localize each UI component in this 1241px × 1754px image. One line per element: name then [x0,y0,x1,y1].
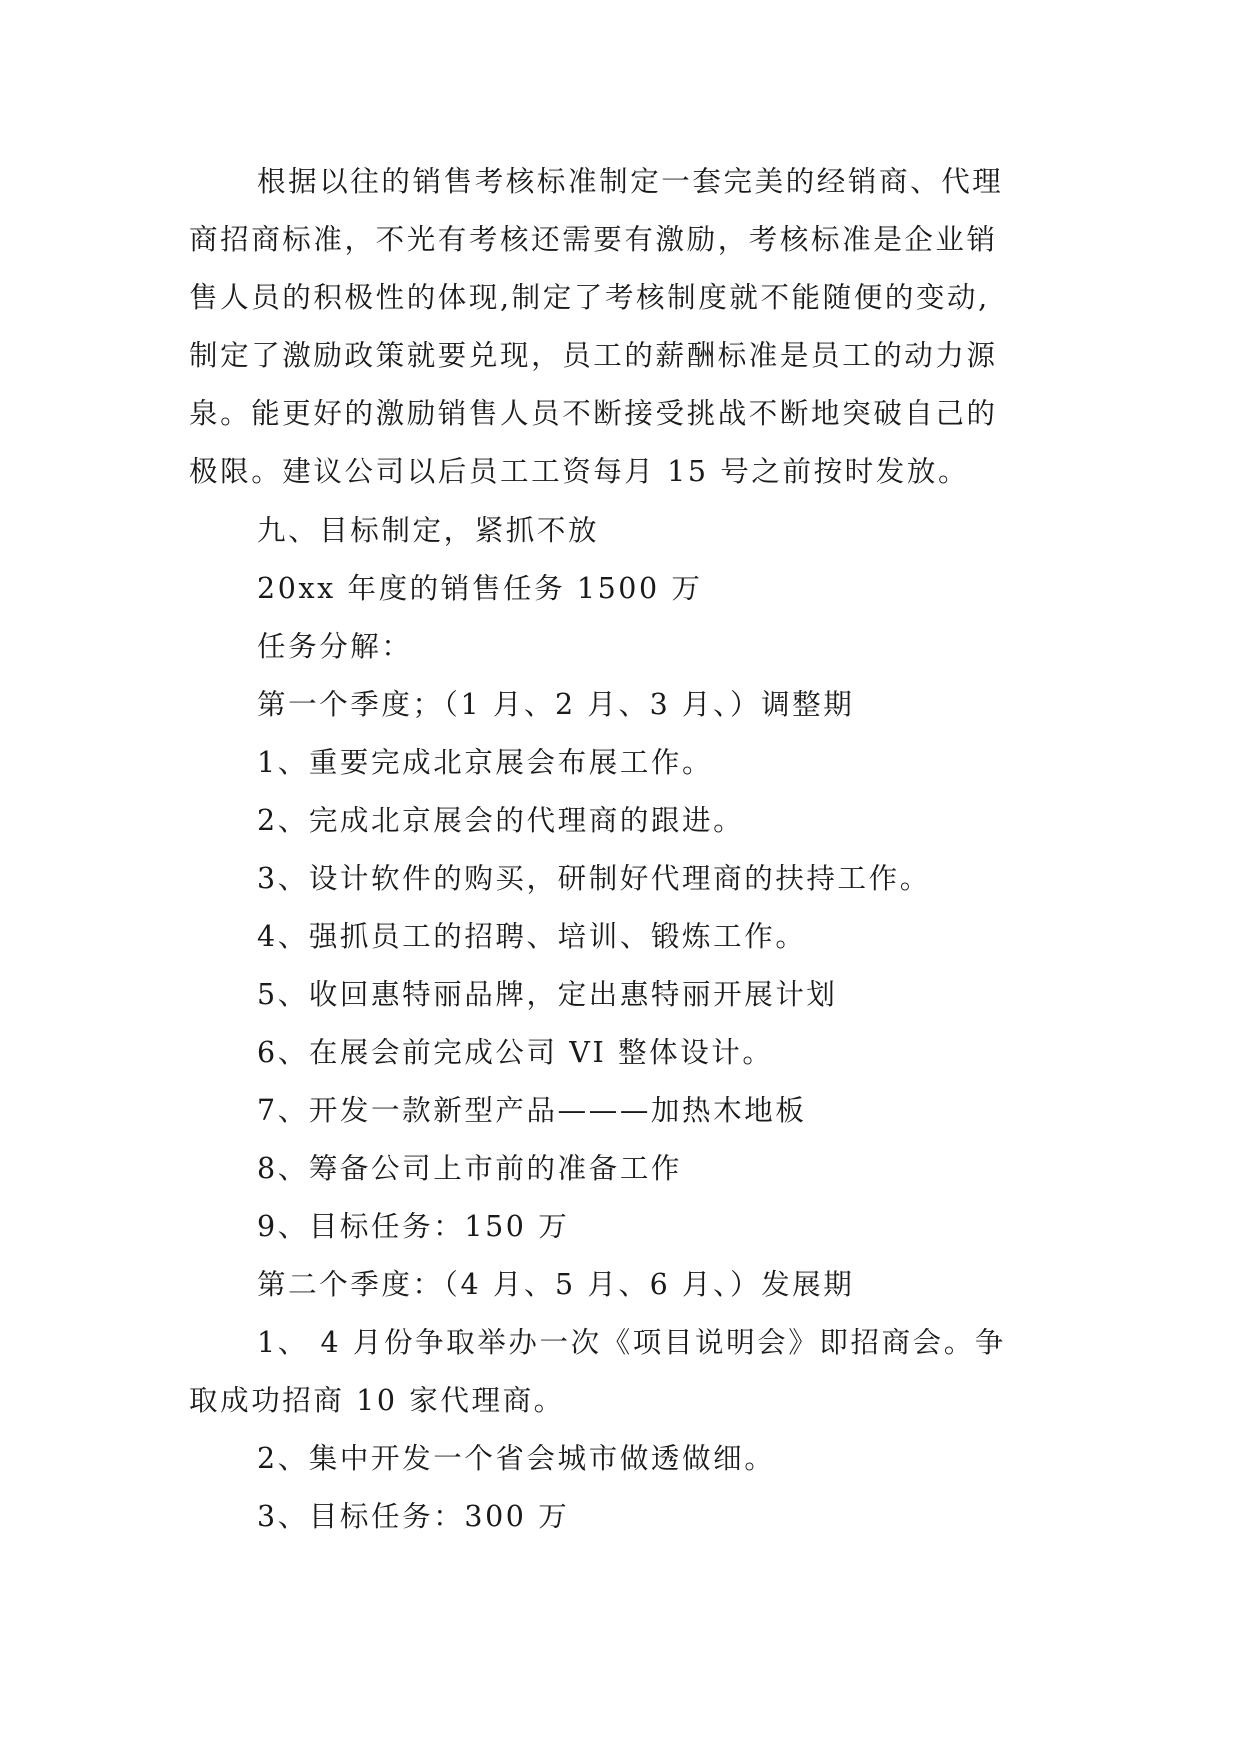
list-item: 9、目标任务：150 万 [257,1210,570,1243]
paragraph-line: 泉。能更好的激励销售人员不断接受挑战不断地突破自己的 [189,397,998,430]
paragraph-line: 极限。建议公司以后员工工资每月 15 号之前按时发放。 [189,455,970,488]
list-item: 3、目标任务：300 万 [257,1500,570,1533]
list-item: 7、开发一款新型产品———加热木地板 [257,1094,807,1127]
list-item: 3、设计软件的购买，研制好代理商的扶持工作。 [257,862,931,895]
paragraph-line: 商招商标准，不光有考核还需要有激励，考核标准是企业销 [189,223,998,256]
list-item-continuation: 取成功招商 10 家代理商。 [189,1384,565,1417]
list-item: 1、 4 月份争取举办一次《项目说明会》即招商会。争 [257,1326,1006,1359]
quarter-heading: 第一个季度；（1 月、2 月、3 月、）调整期 [257,688,855,721]
list-item: 8、筹备公司上市前的准备工作 [257,1152,683,1185]
list-item: 5、收回惠特丽品牌，定出惠特丽开展计划 [257,978,838,1011]
list-item: 4、强抓员工的招聘、培训、锻炼工作。 [257,920,807,953]
paragraph-line: 根据以往的销售考核标准制定一套完美的经销商、代理 [257,165,1004,198]
list-item: 2、完成北京展会的代理商的跟进。 [257,804,745,837]
quarter-heading: 第二个季度：（4 月、5 月、6 月、）发展期 [257,1268,855,1301]
section-heading: 九、目标制定，紧抓不放 [257,514,600,547]
list-item: 6、在展会前完成公司 VI 整体设计。 [257,1036,774,1069]
paragraph-line: 20xx 年度的销售任务 1500 万 [257,572,703,605]
list-item: 2、集中开发一个省会城市做透做细。 [257,1442,776,1475]
paragraph-line: 任务分解： [257,630,413,663]
paragraph-line: 售人员的积极性的体现,制定了考核制度就不能随便的变动, [189,281,990,314]
list-item: 1、重要完成北京展会布展工作。 [257,746,714,779]
paragraph-line: 制定了激励政策就要兑现，员工的薪酬标准是员工的动力源 [189,339,998,372]
